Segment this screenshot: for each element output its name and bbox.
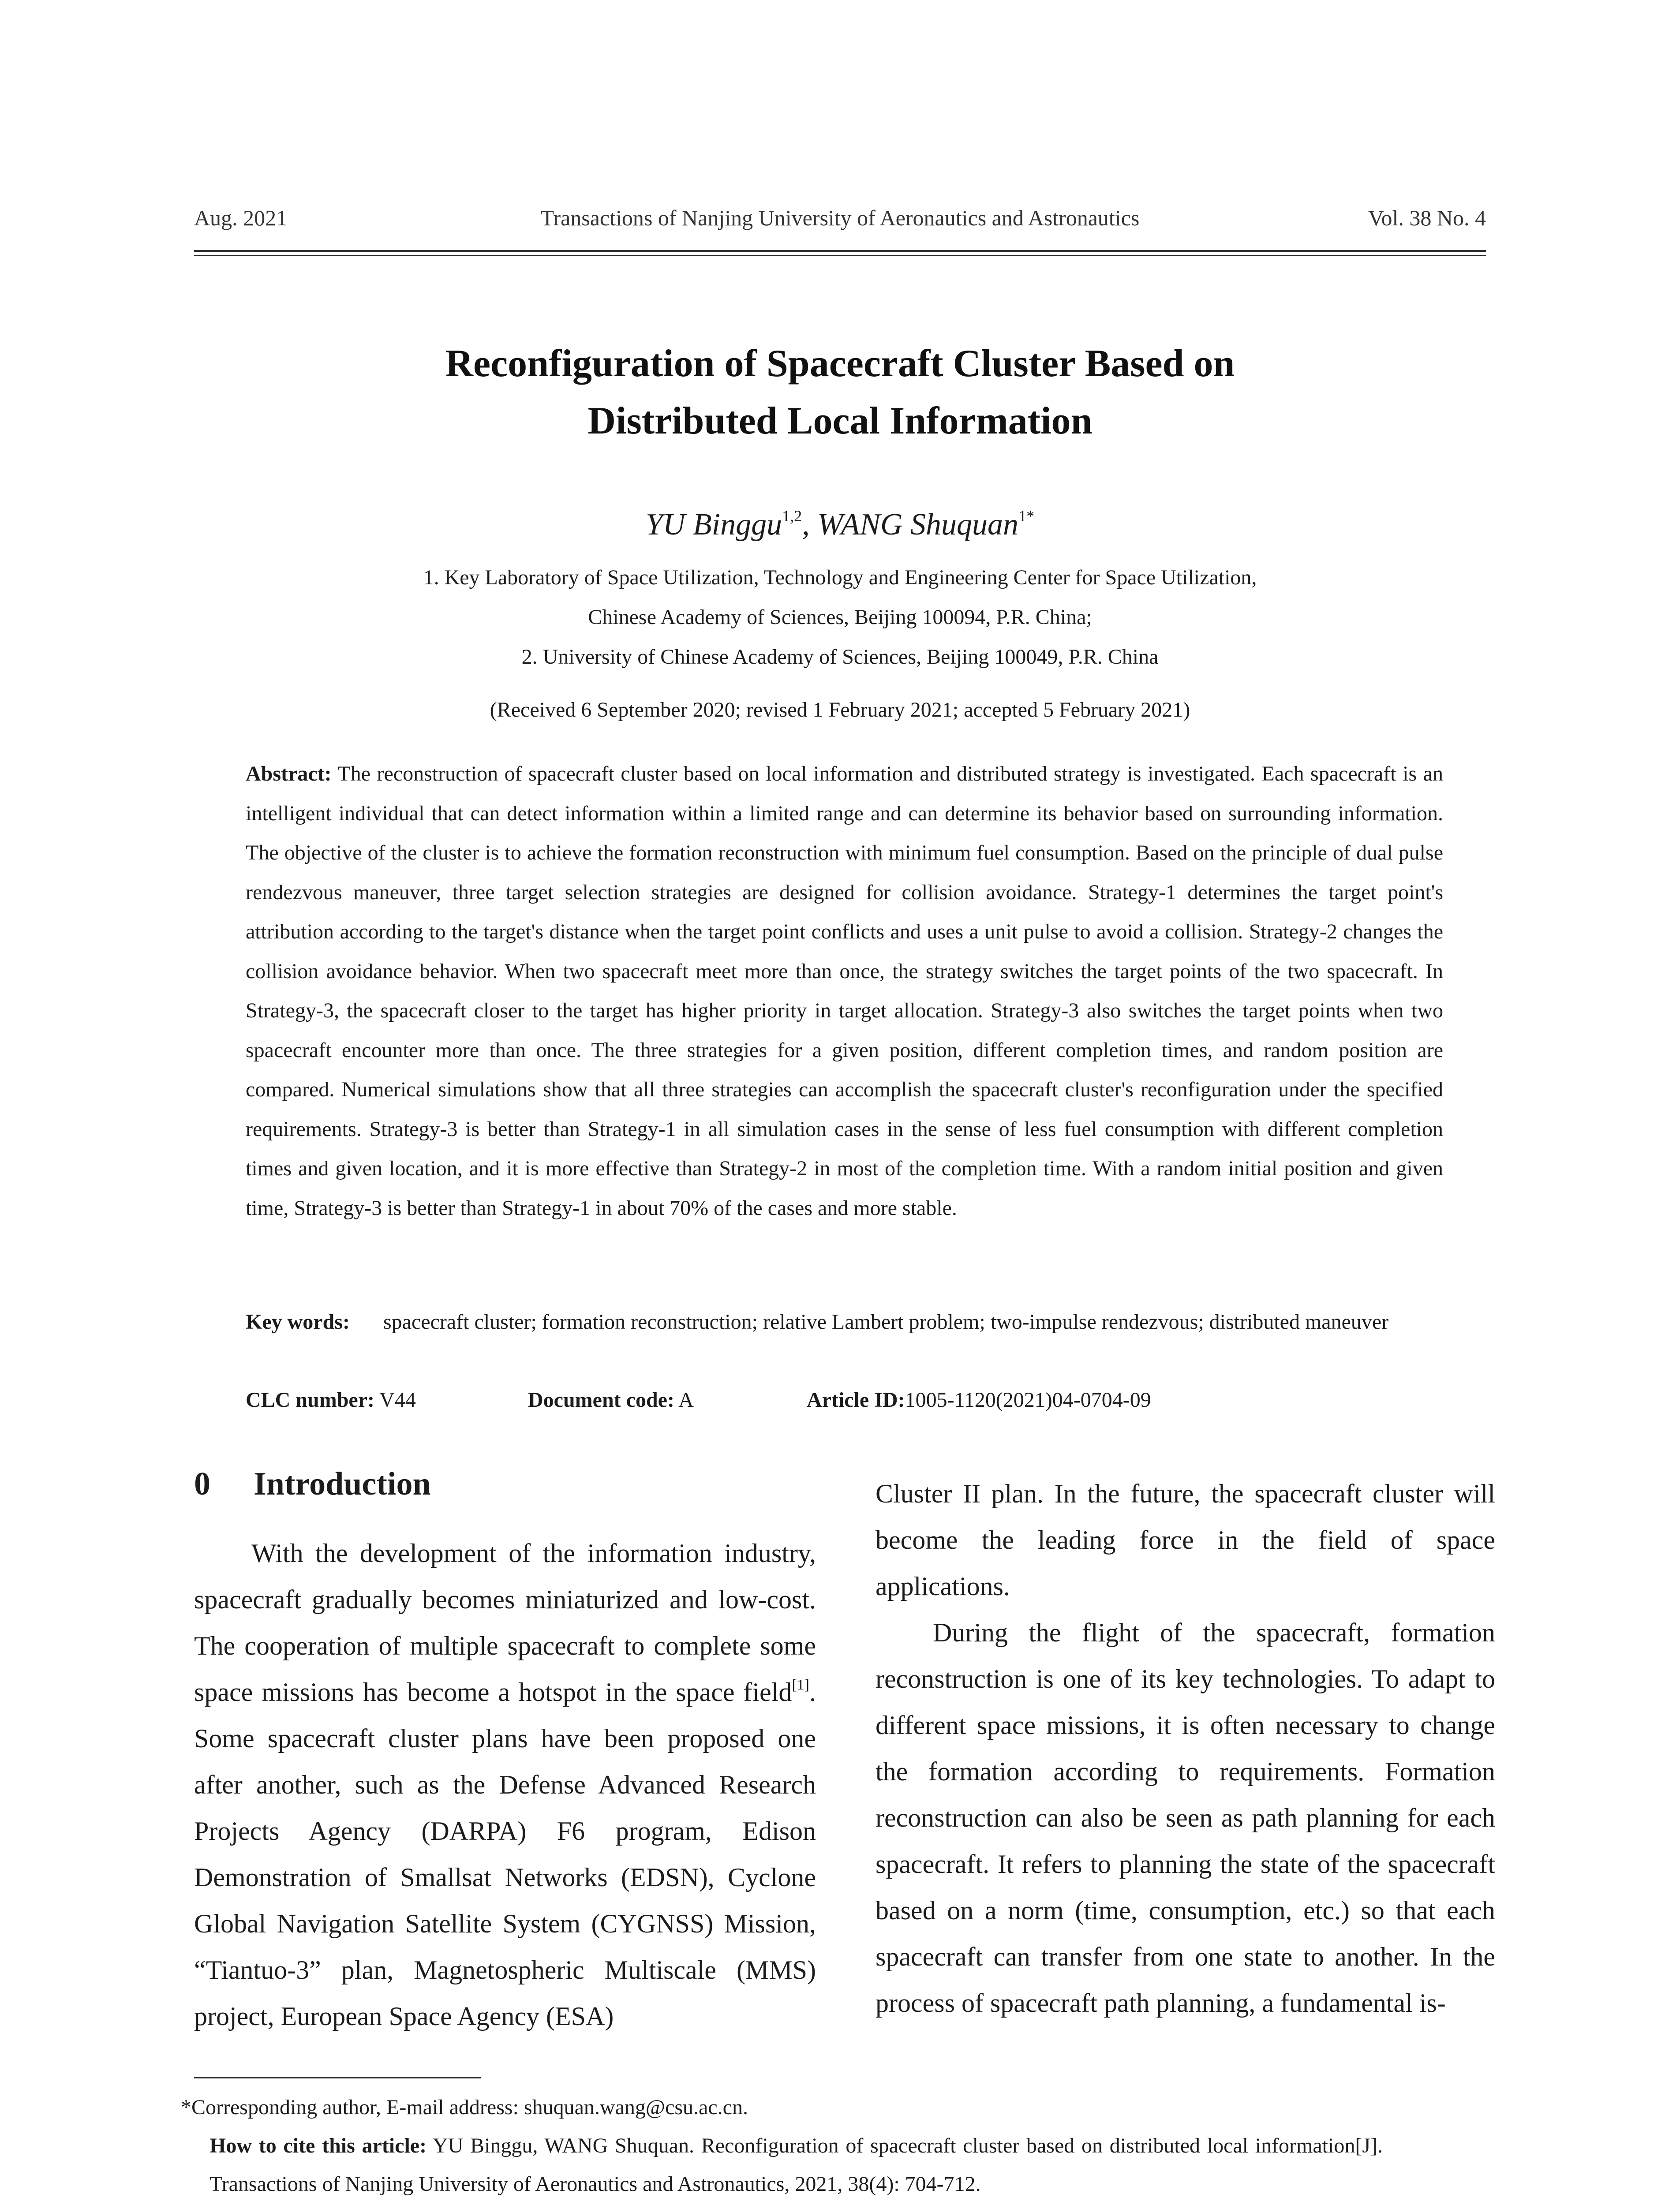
affiliations — [194, 558, 1486, 677]
author-2-affil: 1* — [1018, 507, 1035, 525]
clc-value: V44 — [374, 1388, 416, 1412]
author-1: YU Binggu — [645, 508, 782, 542]
title-line-1: Reconfiguration of Spacecraft Cluster Based on — [445, 342, 1235, 385]
clc-label: CLC number: — [246, 1388, 375, 1412]
footnotes — [181, 2088, 1486, 2205]
author-1-affil: 1,2 — [782, 507, 802, 525]
header-rule-thick — [194, 250, 1486, 252]
author-separator: , — [802, 508, 818, 542]
author-list — [194, 494, 1486, 547]
intro-text-a: With the development of the information industry, spacecraft gradually becomes miniaturized and low-cost. The cooperation of multiple spacecraft to complete some space missions has become a hotspot in the space field — [194, 1539, 816, 1707]
keywords-text: spacecraft cluster; formation reconstruction; relative Lambert problem; two-impulse rendezvous; distributed maneuver — [383, 1310, 1389, 1334]
article-id — [807, 1385, 1151, 1416]
section-number: 0 — [194, 1466, 210, 1502]
abstract-text: The reconstruction of spacecraft cluster based on local information and distributed strategy is investigated. Each spacecraft is an intelligent individual that can detect information within a limited range and can determine its behavior based on surrounding information. The objective of the cluster is to achieve the formation reconstruction with minimum fuel consumption. Based on the principle of dual pulse rendezvous maneuver, three target selection strategies are designed for collision avoidance. Strategy-1 determines the target point's attribution according to the target's distance when the target point conflicts and uses a unit pulse to avoid a collision. Strategy-2 changes the collision avoidance behavior. When two spacecraft meet more than once, the strategy switches the target points of the two spacecraft. In Strategy-3, the spacecraft closer to the target has higher priority in target allocation. Strategy-3 also switches the target points when two spacecraft encounter more than once. The three strategies for a given position, different completion times, and random position are compared. Numerical simulations show that all three strategies can accomplish the spacecraft cluster's reconfiguration under the specified requirements. Strategy-3 is better than Strategy-1 in all simulation cases in the sense of less fuel consumption with different completion times and given location, and it is more effective than Strategy-2 in most of the completion time. With a random initial position and given time, Strategy-3 is better than Strategy-1 in about 70% of the cases and more stable. — [246, 762, 1443, 1220]
keywords-label: Key words: — [246, 1310, 350, 1334]
abstract — [246, 754, 1443, 1228]
keywords — [246, 1303, 1443, 1341]
id-value: 1005-1120(2021)04-0704-09 — [905, 1388, 1151, 1412]
right-column — [876, 1471, 1495, 2026]
citation-ref: [1] — [792, 1677, 809, 1693]
paper-title — [194, 335, 1486, 450]
journal-name: Transactions of Nanjing University of Aeronautics and Astronautics — [540, 206, 1140, 230]
intro-paragraph-1 — [194, 1530, 816, 2040]
author-2: WANG Shuquan — [817, 508, 1019, 542]
doc-label: Document code: — [528, 1388, 674, 1412]
left-column — [194, 1460, 816, 2040]
section-title: Introduction — [254, 1466, 431, 1502]
document-code — [528, 1385, 694, 1416]
id-label: Article ID: — [807, 1388, 905, 1412]
citation-text: YU Binggu, WANG Shuquan. Reconfiguration of spacecraft cluster based on distributed local information[J]. Transactions of Nanjing University of Aeronautics and Astronautics, 2021, 38(4): 704-712. — [210, 2134, 1383, 2196]
affiliation-line-1: 1. Key Laboratory of Space Utilization, Technology and Engineering Center for Space Utilization, — [423, 566, 1257, 589]
intro-text-b: . Some spacecraft cluster plans have been proposed one after another, such as the Defense Advanced Research Projects Agency (DARPA) F6 program, Edison Demonstration of Smallsat Networks (EDSN), Cyclone Global Navigation Satellite System (CYGNSS) Mission, “Tiantuo-3” plan, Magnetospheric Multiscale (MMS) project, European Space Agency (ESA) — [194, 1678, 816, 2031]
section-heading — [194, 1460, 816, 1508]
affiliation-line-3: 2. University of Chinese Academy of Sciences, Beijing 100049, P.R. China — [521, 645, 1159, 669]
corresponding-author: *Corresponding author, E-mail address: shuquan.wang@csu.ac.cn. — [181, 2096, 748, 2119]
received-dates: (Received 6 September 2020; revised 1 February 2021; accepted 5 February 2021) — [490, 698, 1190, 721]
doc-value: A — [674, 1388, 694, 1412]
citation-note — [210, 2127, 1383, 2203]
doi-link — [210, 2203, 1486, 2205]
clc-number — [246, 1385, 416, 1416]
citation-label: How to cite this article: — [210, 2134, 427, 2157]
issue-date: Aug. 2021 — [194, 206, 288, 230]
intro-paragraph-1-cont: Cluster II plan. In the future, the spacecraft cluster will become the leading force in the field of space applications. — [876, 1479, 1495, 1601]
header-rule-thin — [194, 255, 1486, 256]
title-line-2: Distributed Local Information — [587, 400, 1093, 442]
abstract-label: Abstract: — [246, 762, 332, 785]
affiliation-line-2: Chinese Academy of Sciences, Beijing 100094, P.R. China; — [588, 605, 1092, 629]
running-head — [194, 205, 1486, 236]
volume-number: Vol. 38 No. 4 — [1368, 206, 1486, 230]
intro-paragraph-2: During the flight of the spacecraft, formation reconstruction is one of its key technologies. To adapt to different space missions, it is often necessary to change the formation according to requirements. Formation reconstruction can also be seen as path planning for each spacecraft. It refers to planning the state of the spacecraft based on a norm (time, consumption, etc.) so that each spacecraft can transfer from one state to another. In the process of spacecraft path planning, a fundamental is- — [876, 1618, 1495, 2018]
footnote-rule — [194, 2077, 481, 2078]
